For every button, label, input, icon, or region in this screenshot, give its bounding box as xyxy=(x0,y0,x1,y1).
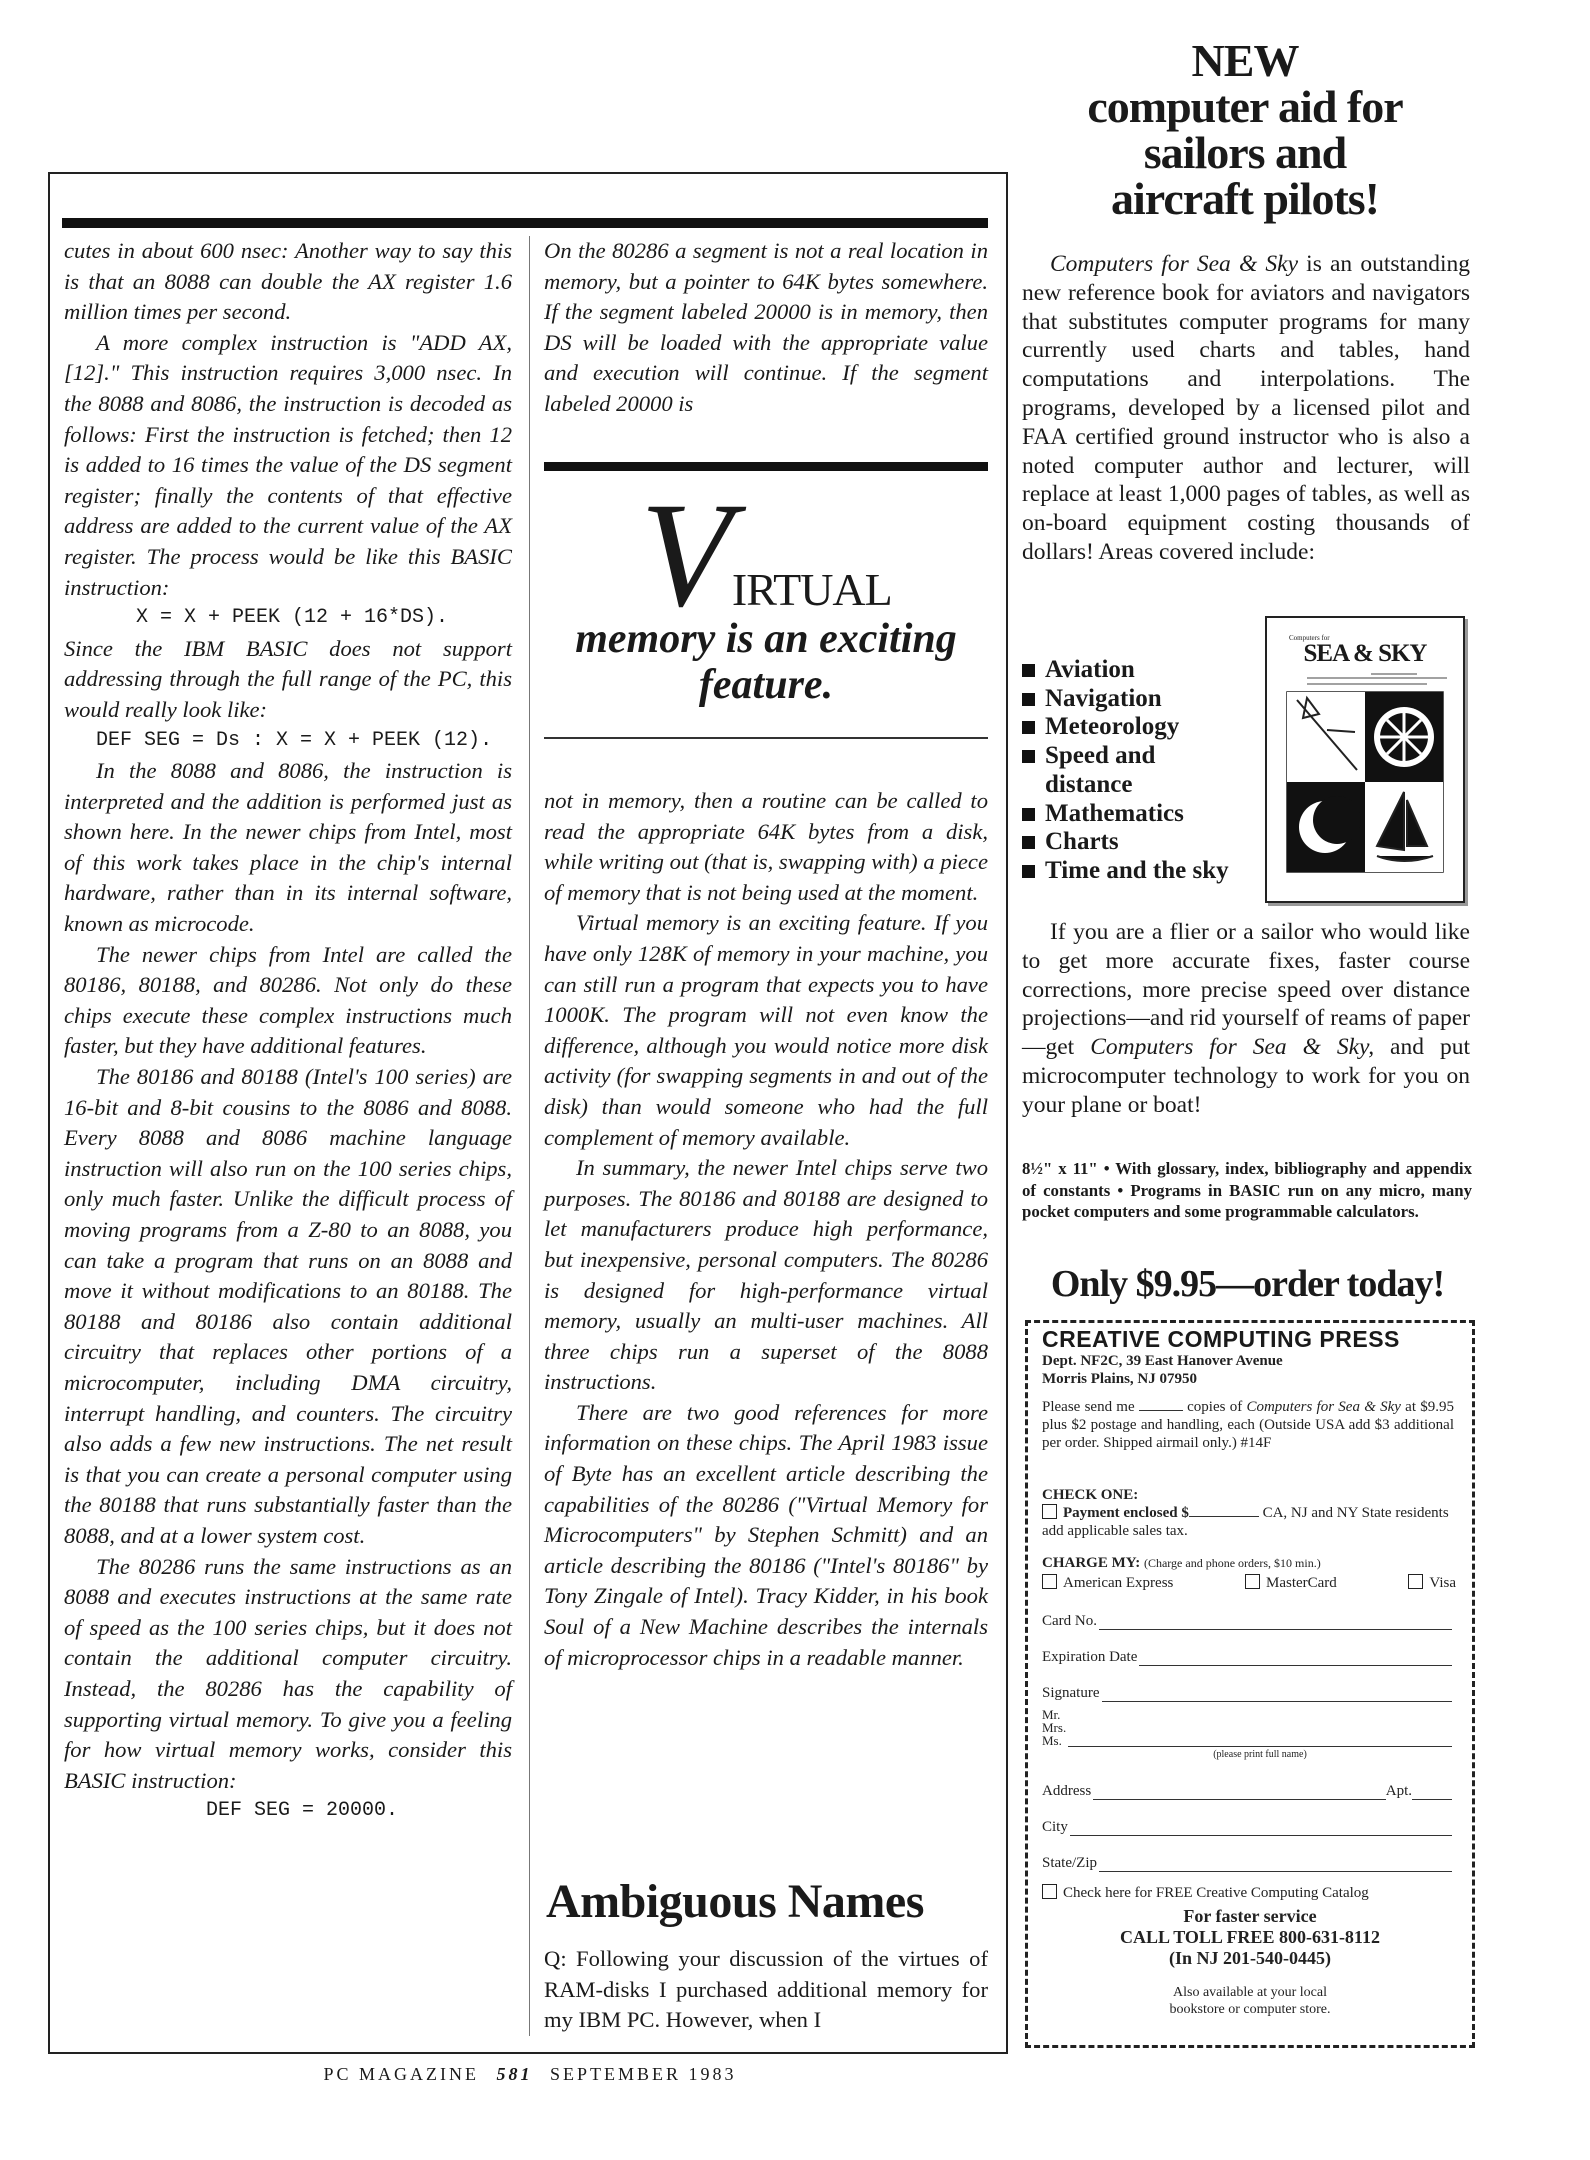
expiration-field[interactable]: Expiration Date xyxy=(1042,1648,1452,1666)
paragraph: The 80286 runs the same instructions as an 8088 and executes instructions at the same rate of speed as the 100 series chips, but it does not contain the additional computer circuitry. Instead, the 80286 has the capability of supporting virtual memory. To give you a feeling for how virtual memory works, consider this BASIC instruction: xyxy=(64,1553,512,1793)
mastercard-checkbox[interactable] xyxy=(1245,1574,1260,1589)
page-footer xyxy=(0,2064,1060,2085)
pullquote-word: IRTUAL xyxy=(731,564,892,615)
pullquote-initial: V xyxy=(640,472,732,638)
print-name-hint: (please print full name) xyxy=(1213,1749,1307,1760)
book-cover-small-title: Computers for xyxy=(1289,634,1330,642)
city-field[interactable]: City xyxy=(1042,1818,1452,1836)
ad-headline xyxy=(1020,35,1470,224)
pullquote-line-3: feature. xyxy=(698,662,834,708)
book-cover-image xyxy=(1265,616,1465,903)
paragraph: In summary, the newer Intel chips serve two purposes. The 80186 and 80188 are designed to let manufacturers produce high performance, but inexpensive, personal computers. The 80286 is designed for high-performance virtual memory, usually an multi-user machines. All three chips run a superset of the 8088 instructions. xyxy=(544,1155,988,1395)
paragraph: There are two good references for more information on these chips. The April 1983 issue of Byte has an excellent article describing the capabilities of the 80286 ("Virtual Memory for Microcomputers" by Stephen Schmitt) and an article describing the 80186 ("Intel's 80186" by Tony Zingale of Intel). Tracy Kidder, in his book Soul of a New Machine describes the internals of microprocessor chips in a readable manner. xyxy=(544,1399,988,1670)
paragraph: Q: Following your discussion of the virtues of RAM-disks I purchased additional memory for my IBM PC. However, when I xyxy=(544,1946,988,2033)
ad-intro xyxy=(1022,250,1470,567)
section-heading: Ambiguous Names xyxy=(546,1875,924,1928)
paragraph: The newer chips from Intel are called the 80186, 80188, and 80286. Not only do these chips execute these complex instructions much faster, but they have additional features. xyxy=(64,941,512,1059)
list-item: Navigation xyxy=(1022,685,1229,714)
headline-line: NEW xyxy=(1191,35,1299,86)
paragraph: Since the IBM BASIC does not support addressing through the full range of the PC, this would really look like: xyxy=(64,635,512,722)
question-text xyxy=(544,1944,988,2036)
phone-order-info: For faster service CALL TOLL FREE 800-631-8112 (In NJ 201-540-0445) xyxy=(1120,1906,1380,1968)
top-rule xyxy=(62,218,988,228)
pullquote-rule-bottom xyxy=(544,737,988,739)
state-zip-field[interactable]: State/Zip xyxy=(1042,1854,1452,1872)
paragraph: not in memory, then a routine can be called to read the appropriate 64K bytes from a disk, while writing out (that is, swapping with) a piece of memory that is not being used at the moment. xyxy=(544,788,988,905)
pull-quote xyxy=(544,472,988,708)
american-express-checkbox[interactable] xyxy=(1042,1574,1057,1589)
list-item: Charts xyxy=(1022,828,1229,857)
headline-line: computer aid for xyxy=(1087,81,1403,132)
catalog-option: Check here for FREE Creative Computing Catalog xyxy=(1042,1884,1369,1902)
publisher-dept: Dept. NF2C, 39 East Hanover Avenue xyxy=(1042,1353,1283,1369)
headline-line: aircraft pilots! xyxy=(1110,173,1380,224)
charge-my-row: CHARGE MY: (Charge and phone orders, $10 min.) xyxy=(1042,1555,1321,1571)
payment-option: Payment enclosed $ CA, NJ and NY State residents add applicable sales tax. xyxy=(1042,1505,1449,1539)
book-cover-art xyxy=(1267,670,1463,900)
code-line: DEF SEG = 20000. xyxy=(206,1799,399,1823)
visa-checkbox[interactable] xyxy=(1408,1574,1423,1589)
publisher-name: CREATIVE COMPUTING PRESS xyxy=(1042,1326,1400,1352)
list-item: Meteorology xyxy=(1022,713,1229,742)
quantity-field[interactable] xyxy=(1139,1410,1183,1411)
check-one-label: CHECK ONE: xyxy=(1042,1487,1139,1503)
paragraph: In the 8088 and 8086, the instruction is interpreted and the addition is performed just as shown here. In the newer chips from Intel, most of this work takes place in the chip's internal hardware, rather than in its internal software, known as microcode. xyxy=(64,758,512,937)
book-specs: 8½" x 11" • With glossary, index, bibliography and appendix of constants • Programs in BASIC run on any micro, many pocket computers and some programmable calculators. xyxy=(1022,1159,1472,1221)
paragraph: On the 80286 a segment is not a real location in memory, but a pointer to 64K bytes somewhere. If the segment labeled 20000 is in memory, then DS will be loaded with the appropriate value and execution will continue. If the segment labeled 20000 is xyxy=(544,238,988,416)
book-cover-title: SEA & SKY xyxy=(1303,640,1427,667)
topic-list xyxy=(1022,656,1229,886)
pullquote-rule-top xyxy=(544,462,988,471)
card-option: American Express xyxy=(1042,1574,1173,1592)
salutation-options: Mr. Mrs. Ms. xyxy=(1042,1707,1067,1748)
ad-intro-text: is an outstanding new reference book for aviators and navigators that substitutes computer programs for many currently used charts and tables, hand computations and interpolations. The programs, developed by a licensed pilot and FAA certified ground instructor who is also a noted computer author and lecturer, will replace at least 1,000 pages of tables, as well as on-board equipment costing thousands of dollars! Areas covered include: xyxy=(1022,251,1470,565)
code-line: X = X + PEEK (12 + 16*DS). xyxy=(136,606,449,630)
publisher-city: Morris Plains, NJ 07950 xyxy=(1042,1371,1197,1387)
paragraph: The 80186 and 80188 (Intel's 100 series) are 16-bit and 8-bit cousins to the 8086 and 8088. Every 8088 and 8086 machine language instruction will also run on the 100 series chips, only much faster. Unlike the difficult process of moving programs from a Z-80 to an 8088, you can take a program that runs on an 8088 and move it without modifications to an 80188. The 80188 and 80186 also contain additional circuitry that replaces other portions of a microcomputer, including DMA circuitry, interrupt handling, and counters. The circuitry also adds a few new instructions. The net result is that you can create a personal computer using the 80188 that runs substantially faster than the 8088, and at a lower system cost. xyxy=(64,1064,512,1548)
paragraph: Virtual memory is an exciting feature. If you have only 128K of memory in your machine, you can still run a program that expects you to have 1000K. The program will not even know the difference, although you would notice more disk activity (for swapping segments in and out of the disk) than would someone who had the full complement of memory available. xyxy=(544,910,988,1150)
magazine-name: PC MAGAZINE xyxy=(323,2064,479,2084)
card-options xyxy=(1042,1574,1456,1592)
payment-amount-field[interactable] xyxy=(1189,1516,1259,1517)
pullquote-line-2: memory is an exciting xyxy=(575,616,957,662)
list-item: Mathematics xyxy=(1022,800,1229,829)
apt-field[interactable] xyxy=(1412,1782,1452,1800)
payment-enclosed-checkbox[interactable] xyxy=(1042,1504,1057,1519)
issue-date: SEPTEMBER 1983 xyxy=(549,2064,737,2084)
order-instructions: Please send me copies of Computers for Sea & Sky at $9.95 plus $2 postage and handling, each (Outside USA add $3 additional per order. Shipped airmail only.) #14F xyxy=(1042,1399,1455,1451)
list-item: Aviation xyxy=(1022,656,1229,685)
price-line: Only $9.95—order today! xyxy=(1050,1263,1445,1305)
name-field[interactable] xyxy=(1068,1746,1452,1747)
card-option: Visa xyxy=(1408,1574,1456,1592)
ad-pitch: If you are a flier or a sailor who would like to get more accurate fixes, faster course corrections, more precise speed over distance projections—and rid yourself of reams of paper—get Computers for Sea & Sky, and put microcomputer technology to work for you on your plane or boat! xyxy=(1022,919,1470,1118)
page-number: 581 xyxy=(496,2064,533,2084)
paragraph: A more complex instruction is "ADD AX,[12]." This instruction requires 3,000 nsec. In the 8088 and 8086, the instruction is decoded as follows: First the instruction is fetched; then 12 is added to 16 times the value of the DS segment register; finally the contents of that effective address are added to the current value of the AX register. The process would be like this BASIC instruction: xyxy=(64,329,512,600)
list-item: Time and the sky xyxy=(1022,857,1229,886)
address-field[interactable] xyxy=(1093,1782,1386,1800)
list-item: Speed and distance xyxy=(1022,742,1192,799)
article-column-2-bottom xyxy=(544,786,988,1673)
code-line: DEF SEG = Ds : X = X + PEEK (12). xyxy=(96,728,493,752)
article-column-2-top xyxy=(544,236,988,420)
column-divider xyxy=(529,236,530,2036)
card-option: MasterCard xyxy=(1245,1574,1337,1592)
headline-line: sailors and xyxy=(1143,127,1347,178)
book-title: Computers for Sea & Sky, xyxy=(1090,1034,1375,1061)
store-availability: Also available at your local bookstore or computer store. xyxy=(1169,1985,1331,2017)
article-column-1 xyxy=(64,236,512,1827)
paragraph: cutes in about 600 nsec: Another way to say this is that an 8088 can double the AX register 1.6 million times per second. xyxy=(64,238,512,325)
book-title: Computers for Sea & Sky xyxy=(1050,251,1299,277)
catalog-checkbox[interactable] xyxy=(1042,1884,1057,1899)
signature-field[interactable]: Signature xyxy=(1042,1684,1452,1702)
address-row: Address Apt. xyxy=(1042,1782,1452,1800)
card-number-field[interactable]: Card No. xyxy=(1042,1612,1452,1630)
